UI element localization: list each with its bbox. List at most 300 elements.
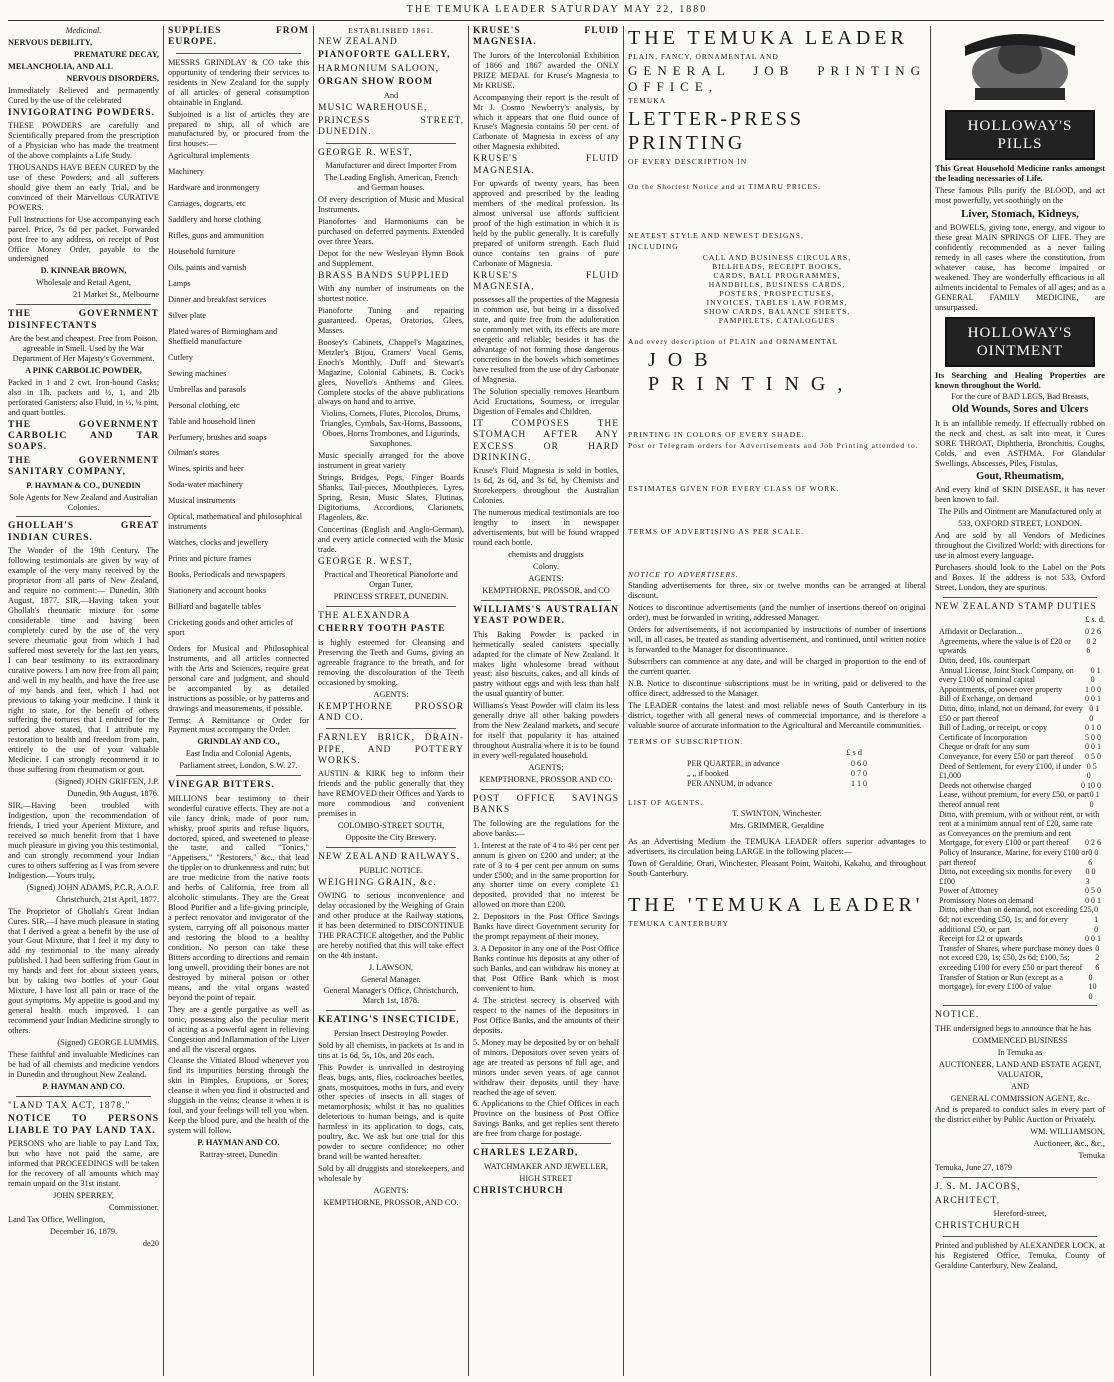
table-row [939,627,1101,637]
ad-divider [326,1010,456,1011]
currency-header: £ s. d. [1085,615,1105,625]
table-row [939,848,1101,867]
column-rule [163,26,164,1376]
ad-text: TEMUKA CANTERBURY [628,918,729,928]
table-row [939,810,1101,839]
ad-headline: NEW ZEALAND [318,37,398,47]
ad-signature: P. HAYMAN & CO., DUNEDIN [26,480,141,490]
ad-headline: LIST OF AGENTS. [628,798,704,808]
ad-text: AUSTIN & KIRK beg to inform their friends and the public generally that they have REMOVED their Offices and Yards to more commodious and convenient premises in [318,769,464,819]
list-item: Books, Periodicals and newspapers [168,570,286,580]
table-row [939,790,1101,809]
ad-headline: TERMS OF SUBSCRIPTION. [628,736,744,746]
column-rule [468,26,469,1376]
duty-label: Receipt for £2 or upwards [939,934,1023,944]
duty-label: Ditto, deed, 10s. counterpart [939,656,1031,666]
ad-text: Violins, Cornets, Flutes, Piccolos, Drums, Triangles, Cymbals, Sax-Horns, Bassoons, Oboes, Horns Trombones, and Ligurinds, Saxophones. [320,409,462,449]
leader-title: THE 'TEMUKA LEADER' [628,893,924,916]
ad-headline: LETTER-PRESS PRINTING [628,108,805,155]
ad-signature: Rattray-street, Dunedin [199,1150,278,1160]
duty-label: Ditto, ditto, inland, not on demand, for every £50 or part thereof [939,704,1083,723]
ad-text: Kruse's Fluid Magnesia is sold in bottles, 1s 6d, 2s 6d, and 3s 6d, by Chemists and Storekeepers throughout the Australian Colonies. [473,466,619,506]
column-1 [8,26,159,1376]
table-row [939,934,1101,944]
ad-divider [943,1177,1097,1178]
ad-text: Sold by all chemists, in packets at 1s and in tins at 1s 6d, 5s, 10s, and 20s each. [318,1040,464,1060]
list-item: Dinner and breakfast services [168,294,267,304]
ad-text: Pianoforte Tuning and repairing guaranteed. Operas, Oratorios, Glees, Masses. [318,305,464,335]
table-row [939,896,1101,906]
ad-text: This Baking Powder is packed in hermetically sealed canisters specially adapted for the climate of New Zealand. It makes light wholesome bread without yeast; also biscuits, cakes, and all kinds of pastry without eggs and with less than half the usual quantity of butter. [473,629,619,699]
ad-headline: NEW ZEALAND RAILWAYS. [318,852,460,863]
duty-label: Ditto, with premium, with or without rent, or with rent at a minimum annual rent of £20, same rate as Conveyances on the premium and rent [939,809,1100,838]
duty-amount: 0 2 6 [1095,943,1100,973]
table-row [939,973,1101,1002]
duty-label: Agreements, where the value is of £20 or upwards [939,636,1071,656]
ad-text: The Wonder of the 19th Century. The following testimonials are given by way of example of the very many received by the proprietor from all parts of New Zealand, and require no comment:— Dunedin, 30th August, 1877. SIR,—Having taken your Ghollah's rheumatic mixture for some considerable time and having been completely cured by the use of the very severe rheumatic gout from which I had suffered most severely for the last ten years, I can bear testimony to its extraordinary curative powers. I am now free from all pain; and well in my health, and have the free use of my hands and feet, which I had not previous to taking your medicine. I think it right to state, for the benefit of others suffering the tortures that I endured for the period above stated, that I attribute my restoration to health and freedom from pain, entirely to the use of your valuable Medicine. I can strongly recommend it to those suffering from rheumatism or gout. [8,546,159,775]
duty-label: Lease, without premium, for every £50, or part thereof annual rent [939,790,1090,809]
ad-headline: MELANCHOLIA, AND ALL [8,61,113,71]
ad-headline: A PINK CARBOLIC POWDER, [25,365,142,375]
ad-signature: December 16, 1879. [49,1226,118,1236]
table-row [939,781,1101,791]
ad-text: Accompanying their report is the result of Mr J. Cosmo Newberry's analysis, by which it appears that one fluid ounce of Kruse's Magnesia contains 50 per cent. of Carbonate of Magnesia in excess of any other Magnesia exhibited. [473,92,619,152]
ad-signature: (Signed) JOHN ADAMS, P.C.R, A.O.F. [26,882,159,892]
table-row [939,742,1101,752]
list-item: Hardware and ironmongery [168,183,260,193]
currency-header: £ s d [846,747,862,757]
column-rule [313,26,314,1376]
ad-text: And is prepared to conduct sales in every part of the district either by Public Auction or Privately. [935,1105,1105,1125]
ad-headline: NOTICE. [935,1010,980,1021]
ad-signature: GEORGE R. WEST, [318,556,413,567]
list-item: PAMPHLETS, CATALOGUES [718,316,836,326]
ad-signature: (Signed) GEORGE LUMMIS. [57,1038,159,1048]
ad-headline: KRUSE'S FLUID MAGNESIA. [473,26,619,48]
list-item: Prints and picture frames [168,554,252,564]
ad-text: Strings, Bridges, Pegs, Finger Boards Shanks, Tail-pieces, Mouthpieces, Lyres, Spring, Resin, Music Slates, Flutinas, Digitoriums, Accordions, Clarionets, Flageolets, &c. [318,473,464,522]
goods-list [168,151,309,638]
masthead: THE TEMUKA LEADER SATURDAY MAY 22, 1880 [406,4,708,15]
ad-signature: WM. WILLIAMSON, [1030,1127,1105,1137]
ad-headline: WILLIAMS'S AUSTRALIAN YEAST POWDER. [473,604,619,627]
ad-text: In Temuka as [997,1047,1043,1057]
ad-headline: BRASS BANDS SUPPLIED [318,270,450,281]
ad-signature: CHRISTCHURCH [473,1185,564,1196]
duty-amount: 0 5 0 [1085,751,1101,761]
duty-label: Policy of Insurance, Marine, for every £100 or part thereof [939,847,1089,867]
section-heading: Medicinal. [65,26,102,35]
ad-signature: (Signed) JOHN GRIFFEN, J.P. [55,777,159,787]
table-row [939,867,1101,886]
ad-signature: J. LAWSON, [368,962,414,972]
ad-text: THE undersigned begs to announce that he has [935,1023,1091,1033]
table-row [939,944,1101,973]
ad-text: The Solution specially removes Heartburn Acid Eructations, Sourness, or irregular Digestion of Females and Children. [473,387,619,416]
ad-text: Notices to discontinue advertisements (and the number of insertions thereof on original order), must be forwarded in writing, addressed Manager. [628,603,926,623]
ad-headline: NOTICE TO ADVERTISERS. [628,570,739,580]
ad-text: The Leading English, American, French and German houses. [324,173,458,192]
ad-headline: WEIGHING GRAIN, &c. [318,877,437,888]
ad-text: Pianofortes and Harmoniums can be purchased on deferred payments. Extended over three Years. [318,216,464,246]
ad-text: This Great Household Medicine ranks amongst the leading necessaries of Life. [935,164,1105,183]
ad-signature: General Manager's Office, Christchurch, March 1st, 1878. [323,986,459,1006]
ad-text: The LEADER contains the latest and most reliable news of South Canterbury in its district, together with all general news of commercial importance, and is therefore a valuable source of accurate information to the Agricultural and Mercantile communities. [628,700,926,730]
holloway-ointment-banner: HOLLOWAY'S OINTMENT [945,317,1095,367]
list-item: Silver plate [168,310,207,320]
ad-divider [481,600,611,601]
ad-headline: GENERAL JOB PRINTING OFFICE, [628,63,926,94]
list-item: Wines, spirits and beer [168,464,244,474]
column-rule [930,26,931,1376]
ad-headline: PIANOFORTE GALLERY, [318,50,451,61]
column-4 [473,26,619,1376]
duty-amount: 0 0 1 [1085,694,1101,704]
ad-text: Sole Agents for New Zealand and Australian Colonies. [9,492,158,512]
ad-text: ESTIMATES GIVEN FOR EVERY CLASS OF WORK. [628,484,840,494]
ad-headline: AUCTIONEER, LAND AND ESTATE AGENT, VALUATOR, [938,1059,1102,1079]
ad-text: N.B. Notice to discontinue subscriptions must be in writing, paid or delivered to the office direct, addressed to the Manager. [628,678,926,698]
ad-headline: JOB PRINTING, [648,349,855,396]
list-item: Personal clothing, etc [168,400,240,410]
ad-text: PUBLIC NOTICE. [358,865,424,875]
ad-text: AGENTS; [528,763,564,773]
ad-signature: Temuka, June 27, 1879 [935,1163,1013,1173]
ad-headline: NEW ZEALAND STAMP DUTIES [935,601,1097,612]
ad-headline: KEATING'S INSECTICIDE, [318,1015,460,1026]
ad-text: Colony. [533,562,559,572]
ad-headline: FARNLEY BRICK, DRAIN-PIPE, AND POTTERY WORKS. [318,733,464,767]
ad-text: The Jurors of the Intercolonial Exhibition of 1866 and 1867 awarded the ONLY PRIZE MEDAL for Kruse's Magnesia to Mr KRUSE. [473,50,619,90]
ad-signature: Parliament street, London, S.W. 27. [179,761,298,771]
duty-amount: 0 5 0 [1086,761,1097,781]
ad-text: TERMS OF ADVERTISING AS PER SCALE. [628,527,805,537]
list-item: Stationery and account books [168,586,266,596]
ad-text: Terms: A Remittance or Order for Payment must accompany the Order. [168,715,309,735]
ad-text: Hereford-street, [993,1208,1047,1218]
list-item: Billiard and bagatelle tables [168,602,261,611]
table-row [939,694,1101,704]
ad-headline: GEORGE R. WEST, [318,147,413,158]
ad-text: Opposite the City Brewery. [345,833,437,843]
ad-divider [481,1143,611,1144]
ad-headline: COMMENCED BUSINESS [972,1035,1068,1045]
subscription-label: PER ANNUM, in advance [687,778,772,788]
ad-text: HIGH STREET [519,1173,573,1183]
ad-headline: THE GOVERNMENT DISINFECTANTS [8,309,159,331]
ad-headline: CHRISTCHURCH [935,1220,1021,1231]
ad-headline: GHOLLAH'S GREAT INDIAN CURES. [8,521,159,543]
ad-signature: East India and Colonial Agents, [185,749,292,759]
list-item: Watches, clocks and jewellery [168,538,269,548]
ad-text: Of every description of Music and Musical Instruments. [318,194,464,214]
ad-text: OWING to serious inconvenience and delay occasioned by the Weighing of Grain and other produce at the Railway stations, it has been determined to DISCONTINUE THE PRACTICE altogether, and the Public are hereby notified that this will take effect on the 4th instant. [318,890,464,960]
ad-headline: PREMATURE DECAY, [74,49,159,59]
subscription-price: 0 6 0 [851,759,867,769]
duty-label: Ditto, not exceeding six months for every £100 [939,867,1073,886]
ad-text: THOUSANDS HAVE BEEN CURED by the use of these Powders; and all sufferers should give them an early Trial, and be convinced of their Marvellous CURATIVE POWERS. [8,162,159,212]
duty-label: Appointments, of power over property [939,684,1063,694]
ad-signature: Christchurch, 21st April, 1877. [56,894,159,904]
ad-signature: GRINDLAY AND CO., [197,737,280,747]
duty-label: Deed of Settlement, for every £100, if under £1,000 [939,761,1081,781]
ad-code: de20 [142,1238,159,1248]
column-6 [935,26,1105,1376]
list-item: Table and household linen [168,416,256,426]
table-row [939,685,1101,695]
ad-text: The Proprietor of Ghollah's Great Indian Cures. SIR,—I have much pleasure in stating that I derived a great a benefit by the use of your Gout Mixture, that I feel it my duty to add my testimonial to the many already published. I had been suffering from Gout in my hands and feet for about sixteen years, but by taking two bottles of your Gout Mixture, I have lost all pain or trace of the gout symptoms. My appetite is good and my general health much improved. I can recommend your Indian Medicine strongly to others. [8,906,159,1036]
ad-text: possesses all the properties of the Magnesia in common use, but being in a dissolved state, and quite free from the adulteration so commonly met with, its effects are more energetic and reliable; besides it has the advantage of not forming those dangerous concretions in the bowels which sometimes have resulted from the use of dry Carbonate of Magnesia. [473,295,619,385]
ad-signature: Auctioneer, &c., &c., [1033,1139,1105,1149]
ad-text: Sold by all druggists and storekeepers, and wholesale by [318,1164,464,1184]
ad-text: 5. Money may be deposited by or on behalf of minors. Depositors over seven years of age are treated as persons of full age, and minors under seven years of age cannot withdraw their deposits until they have reached the age of seven. [473,1037,619,1097]
ad-text: MESSRS GRINDLAY & CO take this opportunity of tendering their services to residents in New Zealand for the supply of all articles of general consumption obtainable in England. [168,57,309,107]
ad-text: PLAIN, FANCY, ORNAMENTAL AND [628,52,779,61]
ad-signature: Temuka [1078,1151,1105,1161]
ad-text: chemists and druggists [508,550,584,560]
list-item: BILLHEADS, RECEIPT BOOKS, [712,262,842,272]
ad-text: Post or Telegram orders for Advertisements and Job Printing attended to. [628,441,919,451]
ad-headline: "LAND TAX ACT, 1878." [8,1100,131,1111]
list-item: Cricketing goods and other articles of sport [168,617,294,637]
leader-title: THE TEMUKA LEADER [628,27,908,49]
ad-text: These famous Pills purify the BLOOD, and act most powerfully, yet soothingly on the [935,185,1105,205]
list-item: Soda-water machinery [168,480,243,490]
ad-text: Orders for Musical and Philosophical Instruments, and all articles connected with the Arts and Sciences, require great personal care and judgment, and should be accompanied by as detailed instructions as possible, or by patterns and drawings and measurements, if possible. [168,643,309,713]
services-list [628,253,926,325]
ad-text: NEATEST STYLE AND NEWEST DESIGNS, [628,231,804,241]
duty-label: Affidavit or Declaration... [939,627,1023,637]
ad-text: PRINTING IN COLORS OF EVERY SHADE. [628,430,805,440]
ad-text: COLOMBO-STREET SOUTH, [337,821,445,831]
ad-text: SIR,—Having been troubled with Indigestion, upon the recommendation of friends, I tried your Aperient Mixture, and received so much benefit from that I have much pleasure in giving you this testimonial, and can strongly recommend your Indian cures to others suffering as I was from severe Indigestion.—Yours truly, [8,801,159,880]
ad-signature: Wholesale and Retail Agent, [36,278,131,288]
ad-divider [176,53,301,54]
table-row [939,752,1101,762]
ad-signature: P. HAYMAN AND CO. [197,1138,280,1148]
ad-divider [326,847,456,848]
ad-text: MILLIONS bear testimony to their wonderful curative effects. They are not a vile fancy drink, made of poor rum, whisky, proof spirits and refuse liquors, doctored, spiced, and sweetened to please the taste, and called "Tonics," "Appetisers," "Restorers," &c., that lead the tippler on to drunkenness and ruin; but are true medicine from the native roots and herbs of California, free from all alcoholic stimulants. They are the Great Blood Purifier and a life-giving principle, a perfect renovator and invigorator of the system, carrying off all poisonous matter and restoring the blood to a healthy condition. No person can take these Bitters according to directions and remain long unwell, providing their bones are not destroyed by mineral poison or other means, and the vital organs wasted beyond the point of repair. [168,793,309,1002]
ad-headline: Old Wounds, Sores and Ulcers [951,404,1089,416]
list-item: Carriages, dogcarts, etc [168,199,246,209]
table-row [939,886,1101,896]
list-item: HANDBILLS, BUSINESS CARDS, [708,280,846,290]
ad-headline: MUSIC WAREHOUSE, [318,102,428,113]
list-item: Lamps [168,278,191,288]
list-item: POSTERS, PROSPECTUSES, [719,289,835,299]
ad-headline: Gout, Rheumatism, [976,470,1064,482]
duty-amount: 0 0 1 [1085,934,1101,944]
table-row [939,704,1101,723]
ad-headline: KRUSE'S FLUID MAGNESIA. [473,154,619,176]
column-5 [628,26,926,1376]
ad-text: The Pills and Ointment are Manufactured only at [938,507,1102,517]
list-item: Musical instruments [168,496,236,506]
ad-signature: D. KINNEAR BROWN, [40,266,127,276]
duty-amount: 0 1 0 [1090,665,1101,685]
table-row [939,637,1101,656]
ad-text: AGENTS: [373,1186,409,1196]
table-row [939,656,1101,666]
ad-text: 2. Depositors in the Post Office Savings Banks have direct Government security for the prompt repayment of their money. [473,912,619,942]
ad-text: This Powder is unrivalled in destroying fleas, bugs, ants, flies, cockroaches beetles, gnats, mosquitoes, moths in furs, and every other species of insects in all stages of metamorphosis; whilst it has no qualities deleterious to human beings, and is quite harmless in its application to dogs, cats, poultry, &c. We ask but one trial for this powder to secure confidence; no other brand will be wanted hereafter. [318,1062,464,1162]
list-item: Plated wares of Birmingham and Sheffield manufacture [168,326,278,346]
ad-text: Its Searching and Healing Properties are known throughout the World. [935,370,1105,390]
ad-text: PERSONS who are liable to pay Land Tax, but who have not paid the same, are informed that PROCEEDINGS will be taken for the recovery of all amounts which may remain unpaid on the 31st instant. [8,1138,159,1188]
list-item: SHOW CARDS, BALANCE SHEETS, [703,307,851,317]
ad-text: The numerous medical testimonials are too lengthy to insert in newspaper advertisements, but will be found wrapped round each bottle. [473,508,619,548]
table-row [939,666,1101,685]
ad-text: For upwards of twenty years, has been approved and prescribed by the leading members of the medical profession. Its almost universal use affords sufficient proof of the high estimation in which it is held by the public generally. It is carefully prepared of uniform strength. Each fluid ounce contains ten grains of pure Carbonate of Magnesia. [473,179,619,268]
ad-text: THESE POWDERS are carefully and Scientifically prepared from the prescription of a Physician who has made the treatment of the above complaints a Life Study. [8,121,159,160]
ad-headline: CHERRY TOOTH PASTE [318,624,446,635]
ad-headline: CHARLES LEZARD, [473,1148,579,1159]
duty-label: Ditto, other than on demand, not exceeding £25, 6d; not exceeding £50, 1s; and for every additional £50, or part [939,905,1094,934]
ad-text: TEMUKA [628,96,667,106]
ad-headline: THE ALEXANDRA [318,611,411,622]
table-row [939,762,1101,781]
duty-amount: 0 0 3 [1085,867,1096,886]
ad-text: ESTABLISHED 1861. [348,26,434,35]
duty-label: Promissory Notes on demand [939,895,1034,905]
duty-label: Annual License, Joint Stock Company, on every £100 of nominal capital [939,665,1074,685]
ad-divider [16,1096,151,1097]
table-row [939,905,1101,934]
ad-divider [326,606,456,607]
duty-label: Certificate of Incorporation [939,732,1027,742]
ad-text: Practical and Theoretical Pianoforte and Organ Tuner, [324,570,458,590]
ad-text: As an Advertising Medium the TEMUKA LEADER offers superior advantages to advertisers, its circulation being LARGE in the following places:— [628,837,926,857]
ad-text: Full Instructions for Use accompanying each parcel. Price, 7s 6d per packet. Forwarded post free to any address, on receipt of Post Office Money Order, payable to the undersigned [8,214,159,264]
ad-headline: NOTICE TO PERSONS LIABLE TO PAY LAND TAX. [8,1114,159,1136]
ad-text: And every kind of SKIN DISEASE, it has never been known to fail. [935,485,1105,505]
ad-text: Standing advertisements for three, six or twelve months can be arranged at liberal discount. [628,581,926,601]
list-item: Saddlery and horse clothing [168,215,261,225]
ad-headline: THE GOVERNMENT SANITARY COMPANY, [8,455,159,478]
list-item: INVOICES, TABLES LAW FORMS, [706,298,848,308]
ad-headline: THE GOVERNMENT CARBOLIC AND TAR SOAPS. [8,419,159,453]
table-row [939,838,1101,848]
duty-amount: 0 0 6 [1088,847,1099,867]
ad-text: Purchasers should look to the Label on the Pots and Boxes. If the address is not 533, Oxford Street, London, they are spurious. [935,563,1105,592]
ad-text: Orders for advertisements, if not accompanied by instructions of number of insertions will, in all cases, be treated as standing advertisement, and continued, until written notice is forwarded to the Manager for discontinuance. [628,625,926,654]
ad-text: 6. Applications to the Chief Offices in each Province on the business of Post Office Savings Banks, and get replies sent thereto are free from charge for postage. [473,1099,619,1139]
ad-text: Persian Insect Destroying Powder. [333,1028,449,1038]
subscription-row [687,779,867,789]
list-item: Perfumery, brushes and soaps [168,432,267,442]
ad-text: Depot for the new Wesleyan Hymn Book and Supplement. [318,248,464,268]
ad-text: And every description of PLAIN and ORNAMENTAL [628,337,839,347]
ad-headline: VINEGAR BITTERS. [168,780,275,791]
duty-label: Transfer of Shares, where purchase money does not exceed £20, 1s; £50, 2s 6d; £100, 5s; exceeding £100 for every £50 or part thereof [939,943,1093,973]
ad-signature: 21 Market St., Melbourne [73,290,159,300]
ad-signature: General Manager. [361,974,421,984]
ad-headline: INVIGORATING POWDERS. [8,107,155,118]
duty-amount: 0 10 0 [1088,972,1097,1001]
ad-divider [176,775,301,776]
duty-amount: 0 5 0 [1085,886,1101,896]
duty-label: Power of Attorney [939,886,999,896]
ad-text: 1. Interest at the rate of 4 to 4½ per cent per annum is given on £200 and under; at the rate of 3 to 4 per cent per annum on sums under £500; and in the same proportion for any shorter time on every complete £1 deposited, provided that no interest be allowed on more than £200. [473,840,619,910]
duty-label: Transfer of Station or Run (except as a mortgage), for every £100 of value [939,972,1063,992]
agent-name: T. SWINTON, Winchester. [732,809,822,819]
ad-signature: Land Tax Office, Wellington, [8,1214,106,1224]
duty-amount: 0 2 6 [1086,636,1097,656]
ad-text: Are the best and cheapest. Free from Poison, agreeable in Smell. Used by the War Department of Her Majesty's Government. [9,334,158,363]
ad-text: With any number of instruments on the shortest notice. [318,284,464,303]
ad-text: OF EVERY DESCRIPTION IN [628,157,748,167]
ad-headline: ORGAN SHOW ROOM [318,77,434,88]
holloway-pills-banner: HOLLOWAY'S PILLS [945,110,1095,160]
ad-divider [16,516,151,517]
ad-divider [943,1236,1097,1237]
ad-signature: KEMPTHORNE PROSSOR AND CO. [318,701,464,723]
ad-text: 533, OXFORD STREET, LONDON. [958,519,1082,529]
ad-text: On the Shortest Notice and at TIMARU PRICES. [628,182,822,192]
subscription-label: „ „ if booked [687,769,729,779]
list-item: CARDS, BALL PROGRAMMES, [713,271,841,281]
ad-text: and BOWELS, giving tone, energy, and vigour to these great MAIN SPRINGS OF LIFE. They are confidently recommended as a never failing remedy in all cases where the constitution, from whatever cause, has become impaired or weakened. They are wonderfully efficacious in all ailments incidental to Females of all ages; and as a GENERAL FAMILY MEDICINE, are unsurpassed. [935,223,1105,312]
ad-text: The following are the regulations for the above banks:— [473,818,619,838]
list-item: Machinery [168,167,204,177]
ad-headline: HARMONIUM SALOON, [318,63,439,74]
ad-signature: KEMPTHORNE, PROSSOR, and CO [482,585,610,595]
top-rule [8,20,1104,21]
ad-divider [326,728,456,729]
duty-amount: 5 0 0 [1085,732,1101,742]
ad-signature: P. HAYMAN AND CO. [42,1081,125,1091]
ad-headline: NERVOUS DEBILITY, [8,37,93,47]
ad-text: 4. The strictest secrecy is observed with respect to the names of the depositors in Post Office Banks, and the amounts of their deposits. [473,995,619,1035]
ad-text: Manufacturer and direct Importer From [325,161,457,171]
ad-text: Town of Geraldine, Orari, Winchester, Pleasant Point, Waitohi, Kakahu, and throughout South Canterbury. [628,859,926,879]
ad-signature: JOHN SPERREY, [53,1190,114,1200]
duty-label: Cheque or draft for any sum [939,742,1030,752]
ad-text: WATCHMAKER AND JEWELLER, [483,1161,609,1171]
ad-signature: KEMPTHORNE, PROSSOR, AND CO. [323,1198,459,1208]
ad-headline: ARCHITECT, [935,1195,1000,1206]
ad-text: Subjoined is a list of articles they are prepared to ship, all of which are manufactured by, or procured from the first houses:— [168,109,309,149]
ad-headline: PRINCESS STREET, DUNEDIN. [318,115,464,138]
ad-text: 3. A Depositor in any one of the Post Office Banks continue his deposits at any other of such Banks, and can withdraw his money at that Post Office Bank which is most convenient to him. [473,944,619,993]
ad-headline: NERVOUS DISORDERS, [66,73,159,83]
column-2 [168,26,309,1376]
list-item: Agricultural implements [168,151,250,161]
agent-name: Mrs. GRIMMER, Geraldine [729,821,825,831]
ad-headline: Liver, Stomach, Kidneys, [961,207,1079,220]
ad-text: They are a gentle purgative as well as tonic, possessing also the peculiar merit of acting as a powerful agent in relieving Congestion and Inflammation of the Liver and all the visceral organs. [168,1004,309,1054]
ad-divider [16,304,151,305]
subscription-price: 1 1 0 [851,778,867,788]
list-item: Oilman's stores [168,448,220,458]
table-row [939,723,1101,733]
ad-text: These faithful and invaluable Medicines can be had of all chemists and medicine vendors in Dunedin and throughout New Zealand. [8,1049,159,1079]
duty-amount: 0 1 0 [1089,704,1100,723]
ad-text: Subscribers can commence at any date, and will be charged in proportion to the end of the current quarter. [628,656,926,676]
ad-text: AND [1011,1081,1029,1091]
ad-text: Cleanse the Vitiated Blood whenever you find its impurities bursting through the skin in Pimples, Eruptions, or Sores; cleanse it when you find it obstructed and sluggish in the veins; cleanse it when it is foul, and your feelings will tell you when. Keep the blood pure, and the health of the system will follow. [168,1056,309,1136]
subscription-row [687,769,867,779]
duty-amount: 0 1 0 [1089,790,1100,809]
list-item: Household furniture [168,247,236,257]
ad-headline: SUPPLIES FROM EUROPE. [168,26,309,48]
ad-text: INCLUDING [628,242,679,252]
ad-text: And [383,90,399,100]
ad-divider [481,789,611,790]
ad-divider [943,1005,1097,1006]
duty-amount: 0 0 1 [1085,742,1101,752]
list-item: Umbrellas and parasols [168,384,246,394]
